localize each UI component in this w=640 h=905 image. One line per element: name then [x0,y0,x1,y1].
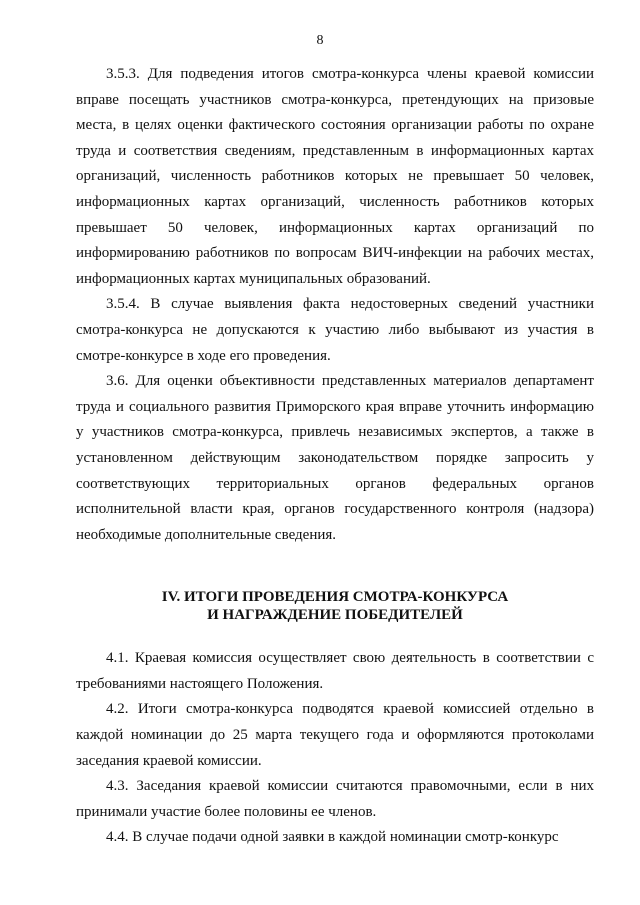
paragraph-4-1: 4.1. Краевая комиссия осуществляет свою деятельность в соответствии с требованиями настоящего Положения. [76,650,594,692]
paragraph-3-5-4: 3.5.4. В случае выявления факта недостоверных сведений участники смотра-конкурса не допускаются к участию либо выбывают из участия в смотре-конкурсе в ходе его проведения. [76,296,594,364]
section-heading-line-1: IV. ИТОГИ ПРОВЕДЕНИЯ СМОТРА-КОНКУРСА [161,589,509,606]
paragraph-4-3: 4.3. Заседания краевой комиссии считаются правомочными, если в них принимали участие более половины ее членов. [76,778,594,820]
section-heading-line-2: И НАГРАЖДЕНИЕ ПОБЕДИТЕЛЕЙ [207,607,463,624]
paragraph-4-4: 4.4. В случае подачи одной заявки в каждой номинации смотр-конкурс [106,829,559,846]
paragraph-4-2: 4.2. Итоги смотра-конкурса подводятся краевой комиссией отдельно в каждой номинации до 25 марта текущего года и оформляются протоколами заседания краевой комиссии. [76,701,594,769]
paragraph-3-6: 3.6. Для оценки объективности представленных материалов департамент труда и социального развития Приморского края вправе уточнить информацию у участников смотра-конкурса, привлечь независимых экспертов, а также в установленном действующим законодательством порядке запросить у соответствующих территориальных органов федеральных органов исполнительной власти края, органов государственного контроля (надзора) необходимые дополнительные сведения. [76,373,594,543]
page-number: 8 [316,33,324,48]
paragraph-3-5-3: 3.5.3. Для подведения итогов смотра-конкурса члены краевой комиссии вправе посещать участников смотра-конкурса, претендующих на призовые места, в целях оценки фактического состояния организации работы по охране труда и соответствия сведениям, представленным в информационных картах организаций, численность работников которых не превышает 50 человек, информационных картах организаций, численность работников которых превышает 50 человек, информационных картах организаций по информированию работников по вопросам ВИЧ-инфекции на рабочих местах, информационных картах муниципальных образований. [76,66,594,287]
document-body [76,62,594,851]
section-heading [76,588,594,624]
